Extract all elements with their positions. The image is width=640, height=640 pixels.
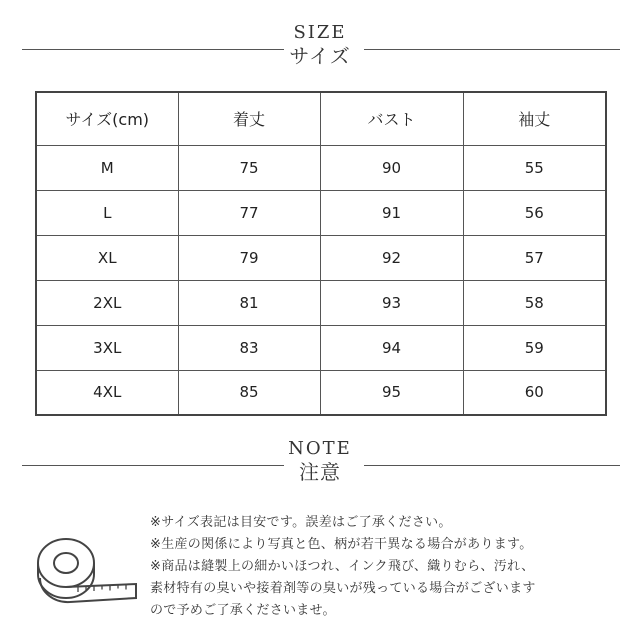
header-size: サイズ(cm) <box>36 92 178 145</box>
divider-left <box>22 465 284 466</box>
note-line: ので予めご了承くださいませ。 <box>150 603 336 618</box>
cell-sleeve: 56 <box>463 190 606 235</box>
cell-size: 2XL <box>36 280 178 325</box>
cell-size: 4XL <box>36 370 178 415</box>
cell-sleeve: 60 <box>463 370 606 415</box>
cell-size: M <box>36 145 178 190</box>
cell-sleeve: 55 <box>463 145 606 190</box>
cell-length: 75 <box>178 145 320 190</box>
notes-block <box>150 512 630 622</box>
cell-bust: 95 <box>320 370 463 415</box>
cell-bust: 90 <box>320 145 463 190</box>
cell-bust: 94 <box>320 325 463 370</box>
cell-length: 79 <box>178 235 320 280</box>
cell-size: XL <box>36 235 178 280</box>
note-section-header <box>0 438 640 484</box>
cell-bust: 93 <box>320 280 463 325</box>
size-title-jp: サイズ <box>289 44 351 68</box>
cell-bust: 91 <box>320 190 463 235</box>
table-row <box>36 370 606 415</box>
cell-length: 85 <box>178 370 320 415</box>
header-bust: バスト <box>320 92 463 145</box>
table-row <box>36 145 606 190</box>
table-row <box>36 280 606 325</box>
table-row <box>36 235 606 280</box>
header-sleeve: 袖丈 <box>463 92 606 145</box>
divider-right <box>364 49 620 50</box>
cell-sleeve: 58 <box>463 280 606 325</box>
table-row <box>36 190 606 235</box>
divider-right <box>364 465 620 466</box>
cell-sleeve: 59 <box>463 325 606 370</box>
note-line: ※サイズ表記は目安です。誤差はご了承ください。 <box>150 515 452 530</box>
table-row <box>36 325 606 370</box>
note-title-en: NOTE <box>288 438 352 459</box>
cell-length: 83 <box>178 325 320 370</box>
note-line: 素材特有の臭いや接着剤等の臭いが残っている場合がございます <box>150 581 536 596</box>
note-title-jp: 注意 <box>299 460 341 484</box>
cell-size: 3XL <box>36 325 178 370</box>
size-section-header <box>0 22 640 68</box>
note-line: ※生産の関係により写真と色、柄が若干異なる場合があります。 <box>150 537 533 552</box>
table-header-row <box>36 92 606 145</box>
size-table <box>35 91 607 416</box>
note-line: ※商品は縫製上の細かいほつれ、インク飛び、織りむら、汚れ、 <box>150 559 535 574</box>
cell-length: 77 <box>178 190 320 235</box>
cell-sleeve: 57 <box>463 235 606 280</box>
divider-left <box>22 49 284 50</box>
header-length: 着丈 <box>178 92 320 145</box>
measuring-tape-icon <box>26 518 146 618</box>
cell-size: L <box>36 190 178 235</box>
size-title-en: SIZE <box>293 22 347 43</box>
cell-bust: 92 <box>320 235 463 280</box>
cell-length: 81 <box>178 280 320 325</box>
